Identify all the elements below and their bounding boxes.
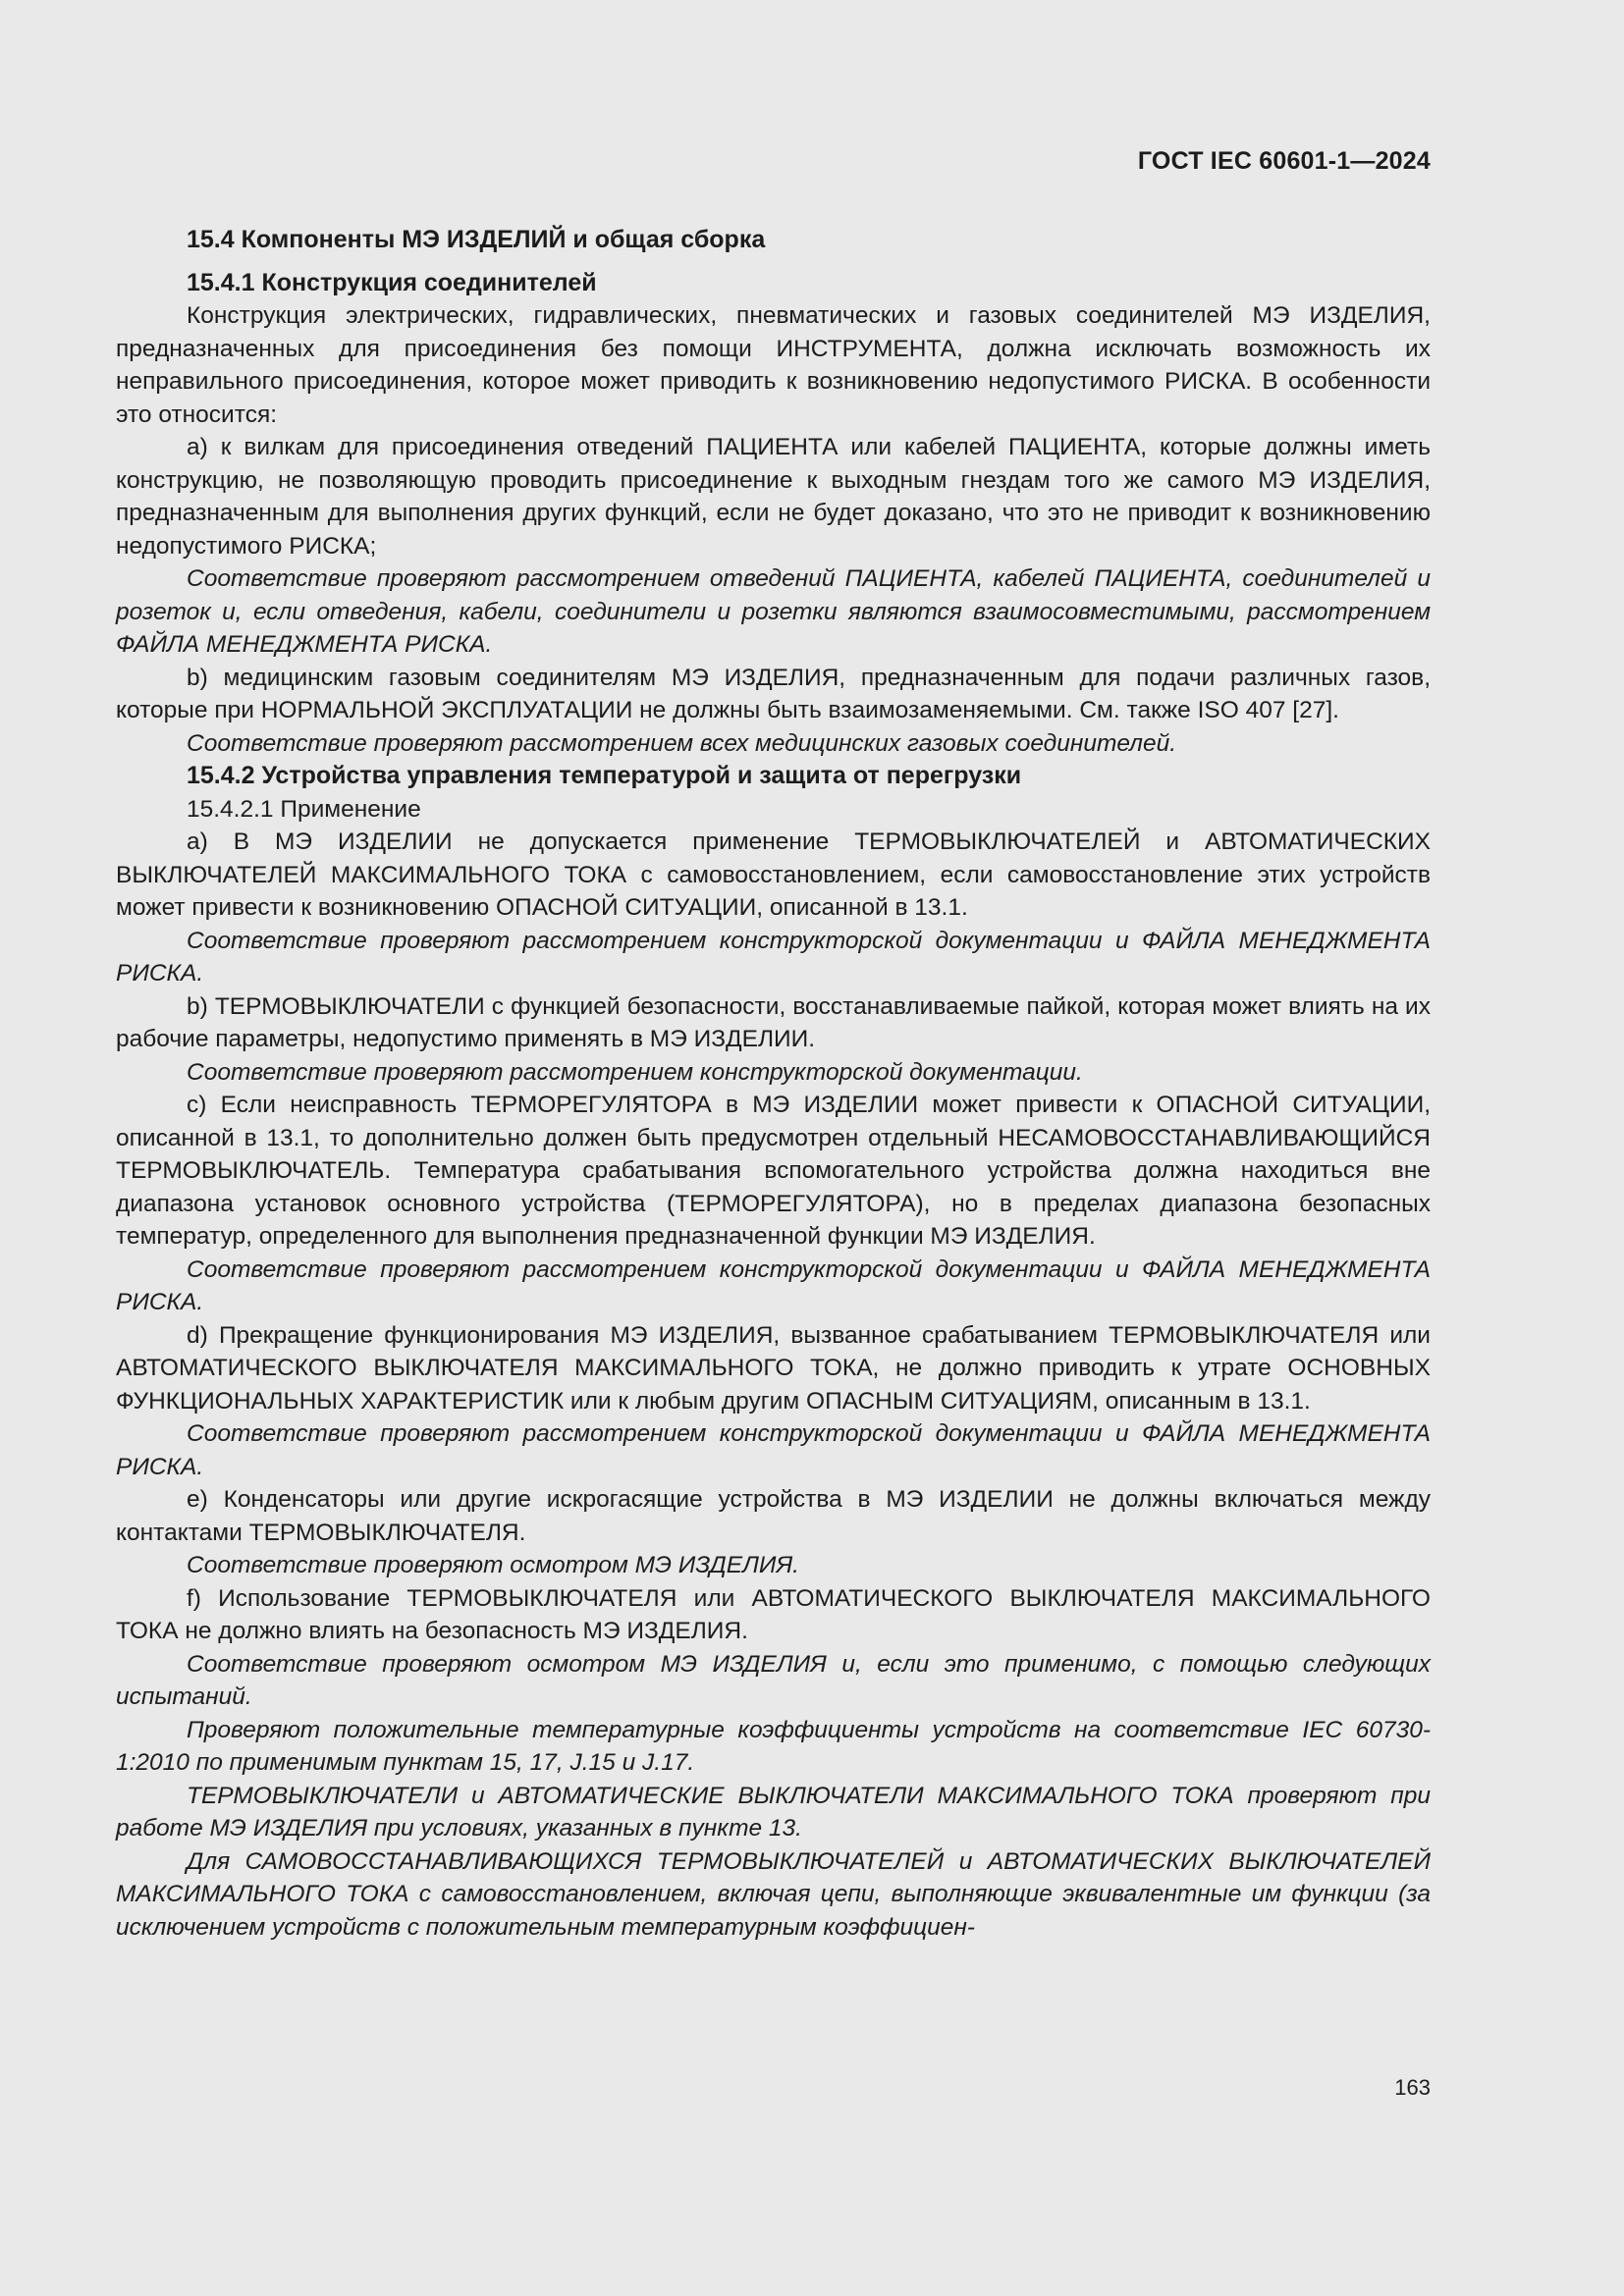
compliance-note: Проверяют положительные температурные коэффициенты устройств на соответствие IEC 60730-1:2010 по применимым пунктам 15, 17, J.15 и J.17. — [116, 1716, 1431, 1776]
compliance-note: ТЕРМОВЫКЛЮЧАТЕЛИ и АВТОМАТИЧЕСКИЕ ВЫКЛЮЧАТЕЛИ МАКСИМАЛЬНОГО ТОКА проверяют при работе МЭ ИЗДЕЛИЯ при условиях, указанных в пункте 13. — [116, 1782, 1431, 1842]
paragraph: b) медицинским газовым соединителям МЭ ИЗДЕЛИЯ, предназначенным для подачи различных газов, которые при НОРМАЛЬНОЙ ЭКСПЛУАТАЦИИ не должны быть взаимозаменяемыми. См. также ISO 407 [27]. — [116, 664, 1431, 723]
paragraph: e) Конденсаторы или другие искрогасящие устройства в МЭ ИЗДЕЛИИ не должны включаться между контактами ТЕРМОВЫКЛЮЧАТЕЛЯ. — [116, 1486, 1431, 1546]
compliance-note: Соответствие проверяют рассмотрением конструкторской документации и ФАЙЛА МЕНЕДЖМЕНТА РИСКА. — [116, 1420, 1431, 1480]
compliance-note: Для САМОВОССТАНАВЛИВАЮЩИХСЯ ТЕРМОВЫКЛЮЧАТЕЛЕЙ и АВТОМАТИЧЕСКИХ ВЫКЛЮЧАТЕЛЕЙ МАКСИМАЛЬНОГО ТОКА с самовосстановлением, включая цепи, выполняющие эквивалентные им функции (за исключением устройств с положительным температурным коэффициен- — [116, 1847, 1431, 1941]
paragraph: Конструкция электрических, гидравлических, пневматических и газовых соединителей МЭ ИЗДЕЛИЯ, предназначенных для присоединения без помощи ИНСТРУМЕНТА, должна исключать возможность их неправильного присоединения, которое может приводить к возникновению недопустимого РИСКА. В особенности это относится: — [116, 302, 1431, 428]
section-heading: 15.4 Компоненты МЭ ИЗДЕЛИЙ и общая сборка — [187, 226, 766, 253]
compliance-note: Соответствие проверяют рассмотрением конструкторской документации. — [187, 1058, 1083, 1086]
compliance-note: Соответствие проверяют осмотром МЭ ИЗДЕЛИЯ и, если это применимо, с помощью следующих испытаний. — [116, 1650, 1431, 1710]
compliance-note: Соответствие проверяют рассмотрением отведений ПАЦИЕНТА, кабелей ПАЦИЕНТА, соединителей и розеток и, если отведения, кабели, соединители и розетки являются взаимосовместимыми, рассмотрением ФАЙЛА МЕНЕДЖМЕНТА РИСКА. — [116, 565, 1431, 658]
paragraph: a) к вилкам для присоединения отведений ПАЦИЕНТА или кабелей ПАЦИЕНТА, которые должны иметь конструкцию, не позволяющую проводить присоединение к выходным гнездам того же самого МЭ ИЗДЕЛИЯ, предназначенным для выполнения других функций, если не будет доказано, что это не приводит к возникновению недопустимого РИСКА; — [116, 434, 1431, 560]
paragraph: d) Прекращение функционирования МЭ ИЗДЕЛИЯ, вызванное срабатыванием ТЕРМОВЫКЛЮЧАТЕЛЯ или АВТОМАТИЧЕСКОГО ВЫКЛЮЧАТЕЛЯ МАКСИМАЛЬНОГО ТОКА, не должно приводить к утрате ОСНОВНЫХ ФУНКЦИОНАЛЬНЫХ ХАРАКТЕРИСТИК или к любым другим ОПАСНЫМ СИТУАЦИЯМ, описанным в 13.1. — [116, 1321, 1431, 1415]
document-body — [116, 224, 1431, 1944]
paragraph: b) ТЕРМОВЫКЛЮЧАТЕЛИ с функцией безопасности, восстанавливаемые пайкой, которая может влиять на их рабочие параметры, недопустимо применять в МЭ ИЗДЕЛИИ. — [116, 992, 1431, 1052]
paragraph: c) Если неисправность ТЕРМОРЕГУЛЯТОРА в МЭ ИЗДЕЛИИ может привести к ОПАСНОЙ СИТУАЦИИ, описанной в 13.1, то дополнительно должен быть предусмотрен отдельный НЕСАМОВОССТАНАВЛИВАЮЩИЙСЯ ТЕРМОВЫКЛЮЧАТЕЛЬ. Температура срабатывания вспомогательного устройства должна находиться вне диапазона установок основного устройства (ТЕРМОРЕГУЛЯТОРА), но в пределах диапазона безопасных температур, определенного для выполнения предназначенной функции МЭ ИЗДЕЛИЯ. — [116, 1092, 1431, 1250]
compliance-note: Соответствие проверяют осмотром МЭ ИЗДЕЛИЯ. — [187, 1552, 799, 1578]
paragraph: 15.4.2.1 Применение — [187, 795, 421, 823]
paragraph: a) В МЭ ИЗДЕЛИИ не допускается применение ТЕРМОВЫКЛЮЧАТЕЛЕЙ и АВТОМАТИЧЕСКИХ ВЫКЛЮЧАТЕЛЕЙ МАКСИМАЛЬНОГО ТОКА с самовосстановлением, если самовосстановление этих устройств может привести к возникновению ОПАСНОЙ СИТУАЦИИ, описанной в 13.1. — [116, 828, 1431, 921]
paragraph: f) Использование ТЕРМОВЫКЛЮЧАТЕЛЯ или АВТОМАТИЧЕСКОГО ВЫКЛЮЧАТЕЛЯ МАКСИМАЛЬНОГО ТОКА не должно влиять на безопасность МЭ ИЗДЕЛИЯ. — [116, 1584, 1431, 1644]
document-header: ГОСТ IEC 60601-1—2024 — [1137, 147, 1431, 175]
section-heading: 15.4.2 Устройства управления температурой и защита от перегрузки — [187, 762, 1022, 789]
section-heading: 15.4.1 Конструкция соединителей — [187, 268, 597, 296]
compliance-note: Соответствие проверяют рассмотрением всех медицинских газовых соединителей. — [187, 729, 1177, 757]
compliance-note: Соответствие проверяют рассмотрением конструкторской документации и ФАЙЛА МЕНЕДЖМЕНТА РИСКА. — [116, 1255, 1431, 1315]
compliance-note: Соответствие проверяют рассмотрением конструкторской документации и ФАЙЛА МЕНЕДЖМЕНТА РИСКА. — [116, 927, 1431, 987]
page-number: 163 — [1394, 2075, 1431, 2100]
